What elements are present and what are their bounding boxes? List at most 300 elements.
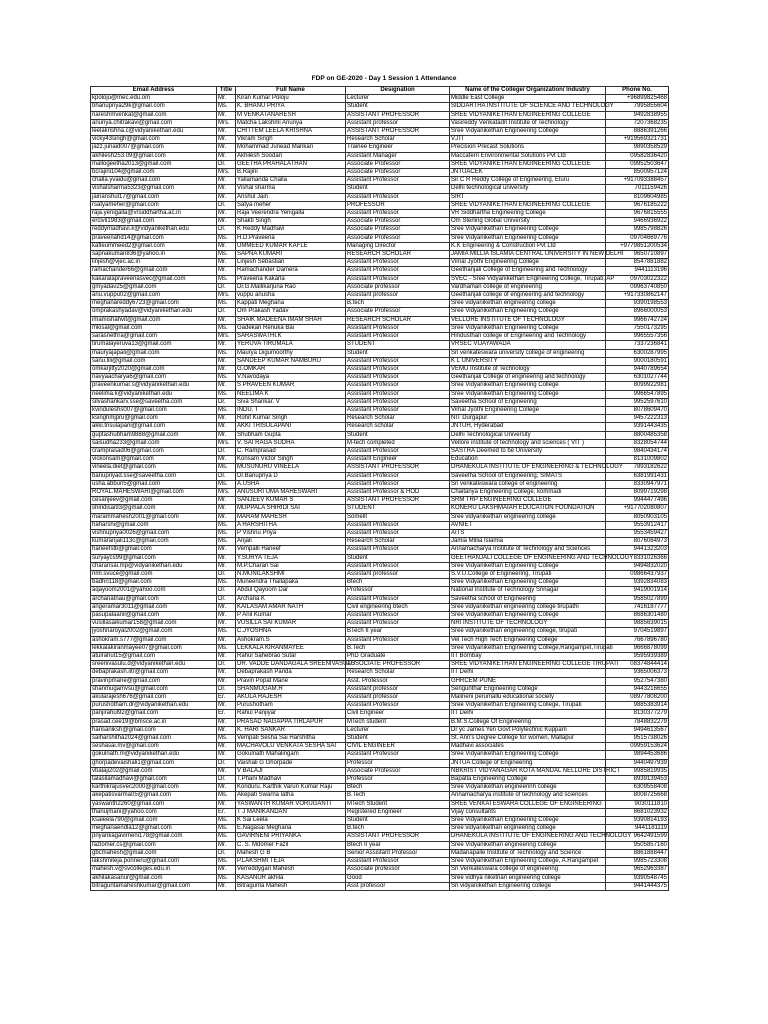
cell-full-name: Purushotham — [236, 702, 346, 710]
cell-designation: BTech II year — [346, 628, 450, 636]
cell-college: Saveetha School of Engineering, SIMATS — [450, 472, 606, 480]
cell-phone: 8099922981 — [606, 382, 669, 390]
cell-phone: 9392834083 — [606, 579, 669, 587]
cell-email: akhilesh253.09@gmail.com — [91, 152, 217, 160]
cell-email: vicky43singh@gmail.com — [91, 136, 217, 144]
table-row — [91, 472, 669, 480]
table-row — [91, 308, 669, 316]
table-row — [91, 169, 669, 177]
table-row — [91, 669, 669, 677]
cell-title: Mrs. — [217, 119, 236, 127]
cell-title: Dr. — [217, 201, 236, 209]
cell-designation: PROFESSOR — [346, 201, 450, 209]
cell-designation: Research Scholar — [346, 669, 450, 677]
cell-title: Ms. — [217, 275, 236, 283]
cell-email: meghanaendla12@gmail.com — [91, 825, 217, 833]
cell-full-name: Satya meher — [236, 201, 346, 209]
cell-designation: Research scholar — [346, 423, 450, 431]
cell-phone: +917093388457 — [606, 177, 669, 185]
cell-email: raja.yenigalla@vrsiddhartha.ac.in — [91, 210, 217, 218]
cell-college: Sree Vidyanikethan Engineering College — [450, 390, 606, 398]
table-row — [91, 653, 669, 661]
cell-phone: 09963740850 — [606, 283, 669, 291]
cell-college: VEMU Institute of Technology — [450, 365, 606, 373]
table-row — [91, 825, 669, 833]
cell-full-name: Vempalli Haneef — [236, 546, 346, 554]
cell-email: haneefstb@gmail.com — [91, 546, 217, 554]
cell-full-name: Dr.G.Mallikarjuna Rao — [236, 283, 346, 291]
cell-phone: 9985819935 — [606, 767, 669, 775]
cell-college: Madanapalle Institute of Technology and Science — [450, 849, 606, 857]
cell-designation: Associate Professor — [346, 234, 450, 242]
table-body — [91, 95, 669, 891]
cell-full-name: KAILASAM AMAR NATH — [236, 603, 346, 611]
cell-designation: Student — [346, 349, 450, 357]
cell-college: Vimal Jyothi Engineering College — [450, 406, 606, 414]
cell-college: NIT Durgapur — [450, 415, 606, 423]
cell-college: Sree Vidyanikethan Engineering College — [450, 234, 606, 242]
cell-college: SIRT — [450, 193, 606, 201]
cell-college: Sree Vidyanikethan Engineering College,Rangampet,Tirupati — [451, 644, 613, 651]
cell-full-name: UMMEED KUMAR KAFLE — [236, 242, 346, 250]
cell-email: mkisal@gmail.com — [91, 324, 217, 332]
cell-title: Ms. — [217, 251, 236, 259]
cell-college: Vimal Jyothi Engineering College — [450, 259, 606, 267]
cell-email: anunya.chitrakavi@gmail.com — [91, 119, 217, 127]
cell-college: VELLORE INSTITUTE OF TECHNOLOGY — [450, 316, 606, 324]
cell-title: Mr. — [217, 210, 236, 218]
cell-designation: ASSISTANT PROFESSOR — [346, 464, 450, 472]
cell-phone: 9441181119 — [606, 825, 669, 833]
cell-title: Mr. — [217, 653, 236, 661]
cell-college: Sri venkateswara college of engineering — [450, 480, 606, 488]
cell-designation: Assistant Professor — [346, 612, 450, 620]
cell-full-name: GEETHA PRAHALATHAN — [236, 160, 346, 168]
cell-full-name: Matcha Lakshmi Anunya — [236, 119, 346, 127]
cell-full-name: SARASWATHI.K — [236, 333, 346, 341]
cell-email: omprakashyadav@vidyanikethan.edu — [91, 308, 217, 316]
table-row — [91, 513, 669, 521]
cell-title: Mr. — [217, 111, 236, 119]
cell-designation: Assistant Professor — [346, 210, 450, 218]
cell-phone: 09704669776 — [606, 234, 669, 242]
cell-college: SASTRA Deemed to be University — [450, 447, 606, 455]
cell-phone: 9441323203 — [606, 546, 669, 554]
table-row — [91, 251, 669, 259]
cell-email: bhanupriya29k@gmail.com — [91, 103, 217, 111]
cell-phone: 9419001914 — [606, 587, 669, 595]
cell-phone: 9666878099 — [606, 644, 669, 652]
cell-title: Ms. — [217, 529, 236, 537]
cell-full-name: V. SAI RAGA SUDHA — [236, 439, 346, 447]
cell-college: AITS — [450, 529, 606, 537]
table-row — [91, 447, 669, 455]
cell-designation: Lecturer — [346, 95, 450, 103]
cell-title: Dr. — [217, 849, 236, 857]
cell-email: marammahesh2001@gmail.com — [91, 513, 217, 521]
cell-email: kakaralapraveenasvec@gmail.com — [91, 275, 217, 283]
cell-title: Mr. — [217, 554, 236, 562]
cell-full-name: MUSUNURU VINEELA — [236, 464, 346, 472]
cell-email: vickonsam@gmail.com — [91, 456, 217, 464]
cell-phone: 7337236841 — [606, 341, 669, 349]
cell-phone: 9494613567 — [606, 726, 669, 734]
cell-college: Hindusthan college of Engineering and Technology — [450, 333, 606, 341]
cell-full-name: V.Navodaya — [236, 374, 346, 382]
cell-phone: 9965557356 — [606, 333, 669, 341]
cell-college: SREE VENKATESWARA COLLEGE OF ENGINEERING — [450, 800, 606, 808]
cell-designation: B.Tech — [346, 644, 450, 652]
cell-phone: 09952503647 — [606, 160, 669, 168]
cell-phone: 8130377279 — [606, 710, 669, 718]
table-row — [91, 874, 669, 882]
cell-phone: 9840434174 — [606, 447, 669, 455]
table-row — [91, 694, 669, 702]
table-row — [91, 218, 669, 226]
header-title: Title — [217, 87, 236, 95]
cell-phone: 09866437937 — [606, 570, 669, 578]
table-row — [91, 144, 669, 152]
cell-designation: Research Scholar — [346, 136, 450, 144]
cell-full-name: SHANMUGAM.R — [236, 685, 346, 693]
cell-phone: 8686301480 — [606, 612, 669, 620]
cell-full-name: S PRAVEEN KUMAR — [236, 382, 346, 390]
cell-full-name: K Reddy Madhavi — [236, 226, 346, 234]
cell-full-name: Praveena Kakarla — [236, 275, 346, 283]
cell-full-name: vuppu anusha — [236, 292, 346, 300]
cell-full-name: Linjesh Sebastian — [236, 259, 346, 267]
cell-college: Sree vidyanikethan engineering college — [450, 825, 606, 833]
cell-college: Chaitanya Engineering College, kommadi — [450, 488, 606, 496]
cell-full-name: P Anil Kumar — [236, 612, 346, 620]
header-phone: Phone No. — [606, 87, 669, 95]
cell-designation: Btech II year — [346, 841, 450, 849]
table-row — [91, 382, 669, 390]
cell-full-name: K. BHANU PRIYA — [236, 103, 346, 111]
cell-designation: PhD Graduate — [346, 653, 450, 661]
cell-full-name: AKKI TRISULAPANI — [236, 423, 346, 431]
cell-designation: Associate Professor — [346, 308, 450, 316]
cell-phone: 8966000053 — [606, 308, 669, 316]
cell-phone: +9779851200534 — [606, 242, 669, 250]
cell-full-name: Akepati Swarna latha — [236, 792, 346, 800]
cell-college: Sree Vidyanikethan Engineering College — [450, 612, 606, 620]
cell-designation: Assistant Professor — [346, 193, 450, 201]
cell-full-name: P Vishnu Priya — [236, 529, 346, 537]
cell-phone: 9553459427 — [606, 529, 669, 537]
cell-email: vishalsharma5323@gmail.com — [91, 185, 217, 193]
table-row — [91, 267, 669, 275]
cell-email: purushotham.dr@vidyanikethan.edu — [91, 702, 217, 710]
table-row — [91, 767, 669, 775]
table-row — [91, 751, 669, 759]
table-row — [91, 357, 669, 365]
cell-full-name: Anjali — [236, 538, 346, 546]
cell-full-name: T.Phani Madhavi — [236, 776, 346, 784]
cell-college: Madhavi associates — [450, 743, 606, 751]
cell-designation: Assistant professor — [346, 694, 450, 702]
table-row — [91, 587, 669, 595]
cell-title: Dr. — [217, 587, 236, 595]
cell-email: gmyadav25@gmail.com — [91, 283, 217, 291]
cell-designation: Assistant Professor — [346, 636, 450, 644]
table-row — [91, 743, 669, 751]
cell-full-name: Shakti Singh — [236, 218, 346, 226]
cell-designation: Associate Professor — [346, 767, 450, 775]
cell-email: anu.vuppu02@gmail.com — [91, 292, 217, 300]
cell-email: cramprasad06@gmail.com — [91, 447, 217, 455]
cell-full-name: B.Rajini — [236, 169, 346, 177]
cell-designation: Assistant professor — [346, 685, 450, 693]
cell-phone: 9595939389 — [606, 653, 669, 661]
cell-phone: 8099719298 — [606, 488, 669, 496]
cell-college: Sree Vidyanikethan Engineering College — [450, 817, 606, 825]
cell-college: National Institute of Technology Srinagar — [450, 587, 606, 595]
cell-college: IIT Delhi — [450, 710, 606, 718]
cell-designation: Trainee Engineer — [346, 144, 450, 152]
cell-phone: 6309558408 — [606, 784, 669, 792]
cell-college: Geethanjali College of Engineering and Technology — [450, 267, 606, 275]
cell-email: priyankagavirneni178@gmail.com — [91, 833, 217, 841]
cell-designation: Civil engineering btech — [346, 603, 450, 611]
cell-title: Ms. — [217, 858, 236, 866]
cell-phone: 09582836420 — [606, 152, 669, 160]
cell-phone: 9494832020 — [606, 562, 669, 570]
table-row — [91, 464, 669, 472]
cell-email: saisudha233@gmail.com — [91, 439, 217, 447]
cell-email: ercivil1983@gmail.com — [91, 218, 217, 226]
cell-phone: 8547881882 — [606, 259, 669, 267]
cell-title: Mr. — [217, 242, 236, 250]
cell-full-name: Muneendra Thallapaka — [236, 579, 346, 587]
cell-designation: Managing Director — [346, 242, 450, 250]
cell-title: Mr. — [217, 505, 236, 513]
cell-email: cesanjeev@gmail.com — [91, 497, 217, 505]
cell-college: DHANEKULA INSTITUTE OF ENGINEERING & TECHNOLOGY — [451, 464, 623, 471]
cell-designation: Civil Engineer — [346, 710, 450, 718]
cell-title: Dr. — [217, 472, 236, 480]
cell-title: Dr. — [217, 570, 236, 578]
cell-phone: 9515738026 — [606, 735, 669, 743]
table-row — [91, 800, 669, 808]
cell-email: sapnakumari836@yahoo.in — [91, 251, 217, 259]
cell-full-name: Dr.Banupriya D — [236, 472, 346, 480]
cell-phone: 8500957124 — [606, 169, 669, 177]
cell-designation: Assistant Professor — [346, 275, 450, 283]
cell-phone: 9390198553 — [606, 300, 669, 308]
cell-designation: Assistant Professor — [346, 267, 450, 275]
table-row — [91, 858, 669, 866]
cell-college: Sri Venkateswara college of engineering — [450, 866, 606, 874]
cell-full-name: K Sai Leela — [236, 817, 346, 825]
cell-title: Mrs. — [217, 333, 236, 341]
cell-full-name: ANUSURI UMA MAHESWARI — [236, 488, 346, 496]
cell-designation: Assistant Professor — [346, 324, 450, 332]
cell-title: Mr. — [217, 751, 236, 759]
cell-phone: 08977808200 — [606, 694, 669, 702]
cell-college: JNTUACEK — [450, 169, 606, 177]
table-row — [91, 242, 669, 250]
table-row — [91, 784, 669, 792]
cell-phone: 9652963387 — [606, 866, 669, 874]
cell-title: Mr. — [217, 415, 236, 423]
cell-email: haharshi@gmail.com — [91, 521, 217, 529]
cell-phone: 8131009802 — [606, 456, 669, 464]
cell-title: Mr. — [217, 177, 236, 185]
cell-email: prasad.cee19@bmsce.ac.in — [91, 718, 217, 726]
cell-designation: Good — [346, 874, 450, 882]
cell-title: Mr. — [217, 456, 236, 464]
cell-designation: Assistant professor — [346, 292, 450, 300]
table-row — [91, 177, 669, 185]
cell-full-name: Vempati Sesha Sai Harshitha — [236, 735, 346, 743]
cell-designation: Associate professor — [346, 283, 450, 291]
table-row — [91, 488, 669, 496]
cell-title: Dr. — [217, 685, 236, 693]
cell-full-name: MUPPALA SHIRIDI SAI — [236, 505, 346, 513]
cell-designation: Assistant Professor — [346, 390, 450, 398]
cell-email: yaswanth2260@gmail.com — [91, 800, 217, 808]
cell-designation: Senior Assistant Professor — [346, 849, 450, 857]
cell-designation: Assistant Professor — [346, 382, 450, 390]
cell-college: SREE VIDYANIKETHAN ENGINEERING COLLEGE — [450, 111, 606, 119]
table-row — [91, 95, 669, 103]
table-row — [91, 759, 669, 767]
cell-phone: 9966547895 — [606, 390, 669, 398]
cell-title: Ms. — [217, 579, 236, 587]
cell-designation: B.tech — [346, 825, 450, 833]
cell-title: Dr. — [217, 759, 236, 767]
cell-title: Mr. — [217, 718, 236, 726]
table-row — [91, 882, 669, 890]
cell-email: bcrajini104@gmail.com — [91, 169, 217, 177]
cell-title: Mr. — [217, 726, 236, 734]
table-row — [91, 841, 669, 849]
cell-full-name: N.MUNILAKSHMI — [236, 570, 346, 578]
cell-email: shiridisai93@gmail.com — [91, 505, 217, 513]
cell-designation: Assistant Professor — [346, 858, 450, 866]
cell-full-name: YASWANTH KUMAR VORUGANTI — [236, 800, 346, 808]
cell-full-name: MACHAVOLU VENKATA SESHA SAI — [236, 743, 346, 751]
cell-phone: 9650710897 — [606, 251, 669, 259]
cell-designation: Associate Professor — [346, 218, 450, 226]
cell-full-name: Archana K — [236, 595, 346, 603]
cell-title: Mr. — [217, 743, 236, 751]
cell-designation: CIVIL ENGINEER — [346, 743, 450, 751]
cell-college: NRI INSTITUTE OF TECHNOLOGY — [450, 620, 606, 628]
cell-college: Vardhaman college of engineering — [450, 283, 606, 291]
cell-title: Mr. — [217, 128, 236, 136]
cell-full-name: P.LAKSHMI TEJA — [236, 858, 346, 866]
cell-college: Jamia Millia Islamia — [450, 538, 606, 546]
cell-email: ROYAL.MAHESWARI@gmail.com — [91, 488, 217, 496]
cell-email: jainanshul17@gmail.com — [91, 193, 217, 201]
table-row — [91, 636, 669, 644]
cell-designation: RESEARCH SCHOLAR — [346, 316, 450, 324]
cell-designation: ASSISTANT PROFESSOR — [346, 128, 450, 136]
cell-email: bitraguntamaheshkumar@gmail.com — [91, 882, 217, 890]
cell-email: nareshmvenkat@gmail.com — [91, 111, 217, 119]
table-row — [91, 365, 669, 373]
cell-designation: Assistant Professor — [346, 620, 450, 628]
cell-email: ghorpadevaishali1@gmail.com — [91, 759, 217, 767]
cell-college: Delhi Technological University — [450, 431, 606, 439]
cell-title: Ms. — [217, 644, 236, 652]
table-row — [91, 677, 669, 685]
cell-designation: Assistant Professor — [346, 447, 450, 455]
cell-title: Dr. — [217, 595, 236, 603]
cell-phone: 9676815555 — [606, 210, 669, 218]
cell-designation: Assistant Professor — [346, 472, 450, 480]
table-row — [91, 710, 669, 718]
cell-email: kpoloju@mec.edu.om — [91, 95, 217, 103]
cell-phone: 9585027899 — [606, 595, 669, 603]
cell-title: Mr. — [217, 357, 236, 365]
cell-title: Mr. — [217, 136, 236, 144]
cell-designation: Professor — [346, 776, 450, 784]
cell-phone: 9440497939 — [606, 759, 669, 767]
cell-email: angeramar3011@gmail.com — [91, 603, 217, 611]
cell-phone: 9985798826 — [606, 226, 669, 234]
cell-phone: 9390548745 — [606, 874, 669, 882]
cell-full-name: K. HARI SANKAR — [236, 726, 346, 734]
cell-email: mauryajapali@gmail.com — [91, 349, 217, 357]
table-row — [91, 538, 669, 546]
cell-designation: MTech student — [346, 718, 450, 726]
table-row — [91, 431, 669, 439]
table-row — [91, 612, 669, 620]
cell-college: Geethanjali College of engineering and technology — [450, 374, 606, 382]
cell-title: Mr. — [217, 431, 236, 439]
table-row — [91, 554, 669, 562]
cell-phone: 9642491599 — [606, 833, 669, 841]
cell-college: Sree vidyanikethan engineering college, tirupati — [450, 628, 606, 636]
cell-phone: 9000180591 — [606, 357, 669, 365]
cell-college: JAMIA MILLIA ISLAMIA CENTRAL UNIVERSITY IN NEW DELHI — [451, 251, 624, 258]
cell-title: Mr. — [217, 341, 236, 349]
cell-phone: 9391443435 — [606, 423, 669, 431]
cell-college: Saveetha school of Engineering — [450, 595, 606, 603]
cell-full-name: M.P.Charan Sai — [236, 562, 346, 570]
cell-email: jazz.junaid007@gmail.com — [91, 144, 217, 152]
cell-phone: 8330947971 — [606, 480, 669, 488]
cell-email: tirumalayeruva13@gmail.com — [91, 341, 217, 349]
cell-full-name: NEELIMA K — [236, 390, 346, 398]
cell-email: praveenahd14@gmail.com — [91, 234, 217, 242]
cell-phone: 9466936922 — [606, 218, 669, 226]
cell-designation: Assistant Professor — [346, 480, 450, 488]
cell-email: saiharshitha2024@gmail.com — [91, 735, 217, 743]
cell-phone: +917702080807 — [606, 505, 669, 513]
cell-college: KONERU LAKSHMAIAH EDUCATION FOUNDATION — [450, 505, 606, 513]
cell-full-name: T J MANIKANDAN — [236, 808, 346, 816]
cell-title: Ms. — [217, 349, 236, 357]
cell-title: Er. — [217, 808, 236, 816]
cell-full-name: Debaprakash Parida — [236, 669, 346, 677]
cell-phone: 9030111810 — [606, 800, 669, 808]
cell-phone: 9966742724 — [606, 316, 669, 324]
cell-title: Ms. — [217, 374, 236, 382]
table-row — [91, 833, 669, 841]
table-row — [91, 193, 669, 201]
cell-email: kafleummeed2@gmail.com — [91, 242, 217, 250]
table-row — [91, 333, 669, 341]
cell-email: meghanareddy6723@gmail.com — [91, 300, 217, 308]
cell-email: kumaranjali113c@gmail.com — [91, 538, 217, 546]
cell-phone: 7848832279 — [606, 718, 669, 726]
cell-college: DHANEKULA INSTITUTE OF ENGINEERING AND TECHNOLOGY — [451, 833, 632, 840]
header-college: Name of the College/ Organization/ Industry — [450, 87, 606, 95]
